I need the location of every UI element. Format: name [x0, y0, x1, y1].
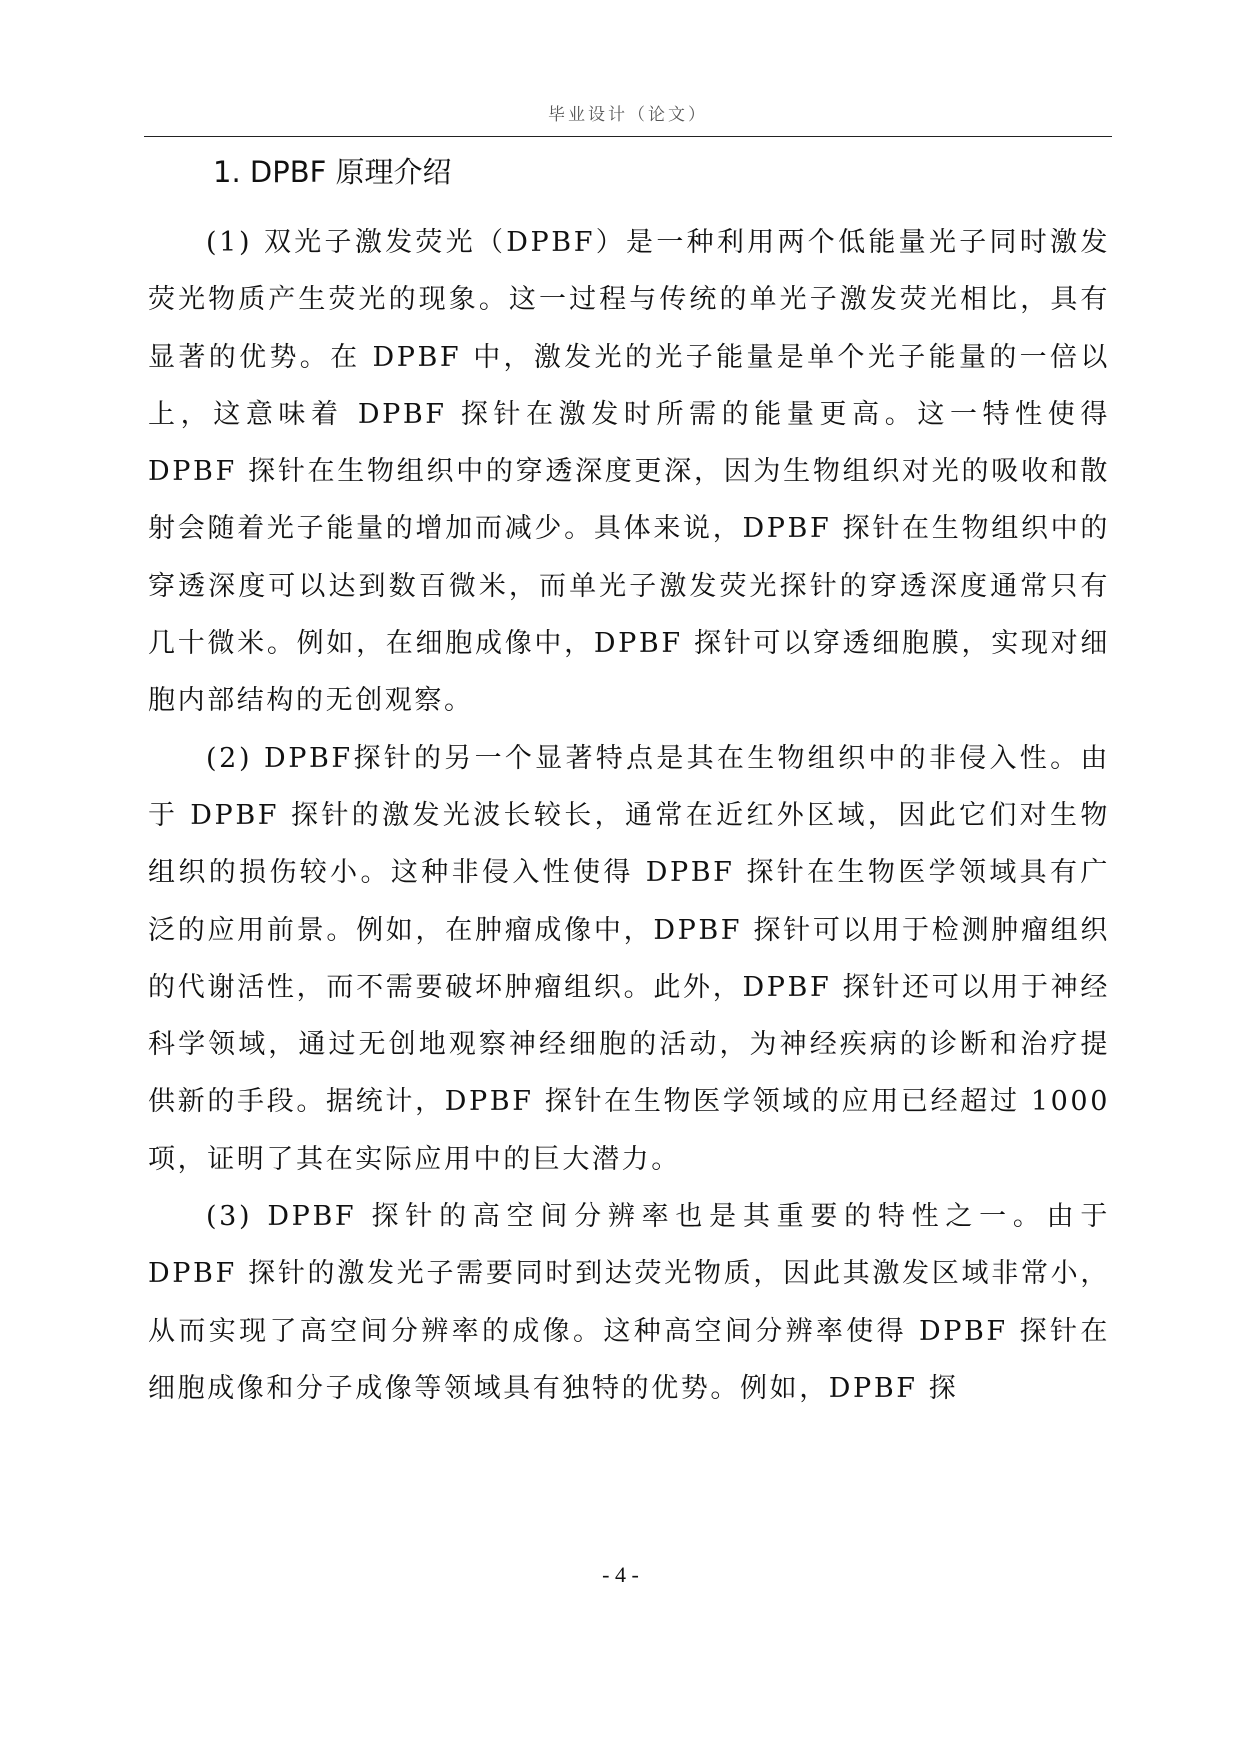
paragraph-3: (3) DPBF 探针的高空间分辨率也是其重要的特性之一。由于 DPBF 探针的激发光子需要同时到达荧光物质，因此其激发区域非常小，从而实现了高空间分辨率的成像。这种高空间分辨率使得 DPBF 探针在细胞成像和分子成像等领域具有独特的优势。例如，DPBF 探 — [148, 1201, 1110, 1404]
paragraph-2: (2) DPBF探针的另一个显著特点是其在生物组织中的非侵入性。由于 DPBF 探针的激发光波长较长，通常在近红外区域，因此它们对生物组织的损伤较小。这种非侵入性使得 DPBF 探针在生物医学领域具有广泛的应用前景。例如，在肿瘤成像中，DPBF 探针可以用于检测肿瘤组织的代谢活性，而不需要破坏肿瘤组织。此外，DPBF 探针还可以用于神经科学领域，通过无创地观察神经细胞的活动，为神经疾病的诊断和治疗提供新的手段。据统计，DPBF 探针在生物医学领域的应用已经超过 1000 项，证明了其在实际应用中的巨大潜力。 — [148, 742, 1110, 1175]
section-heading: 1. DPBF 原理介绍 — [213, 155, 452, 189]
page-number: - 4 - — [602, 1562, 639, 1587]
page-header: 毕业设计（论文） — [548, 105, 708, 125]
header-divider — [144, 136, 1112, 137]
body-text — [148, 214, 1110, 1417]
paragraph-1: (1) 双光子激发荧光（DPBF）是一种利用两个低能量光子同时激发荧光物质产生荧光的现象。这一过程与传统的单光子激发荧光相比，具有显著的优势。在 DPBF 中，激发光的光子能量是单个光子能量的一倍以上，这意味着 DPBF 探针在激发时所需的能量更高。这一特性使得 DPBF 探针在生物组织中的穿透深度更深，因为生物组织对光的吸收和散射会随着光子能量的增加而减少。具体来说，DPBF 探针在生物组织中的穿透深度可以达到数百微米，而单光子激发荧光探针的穿透深度通常只有几十微米。例如，在细胞成像中，DPBF 探针可以穿透细胞膜，实现对细胞内部结构的无创观察。 — [148, 227, 1110, 717]
